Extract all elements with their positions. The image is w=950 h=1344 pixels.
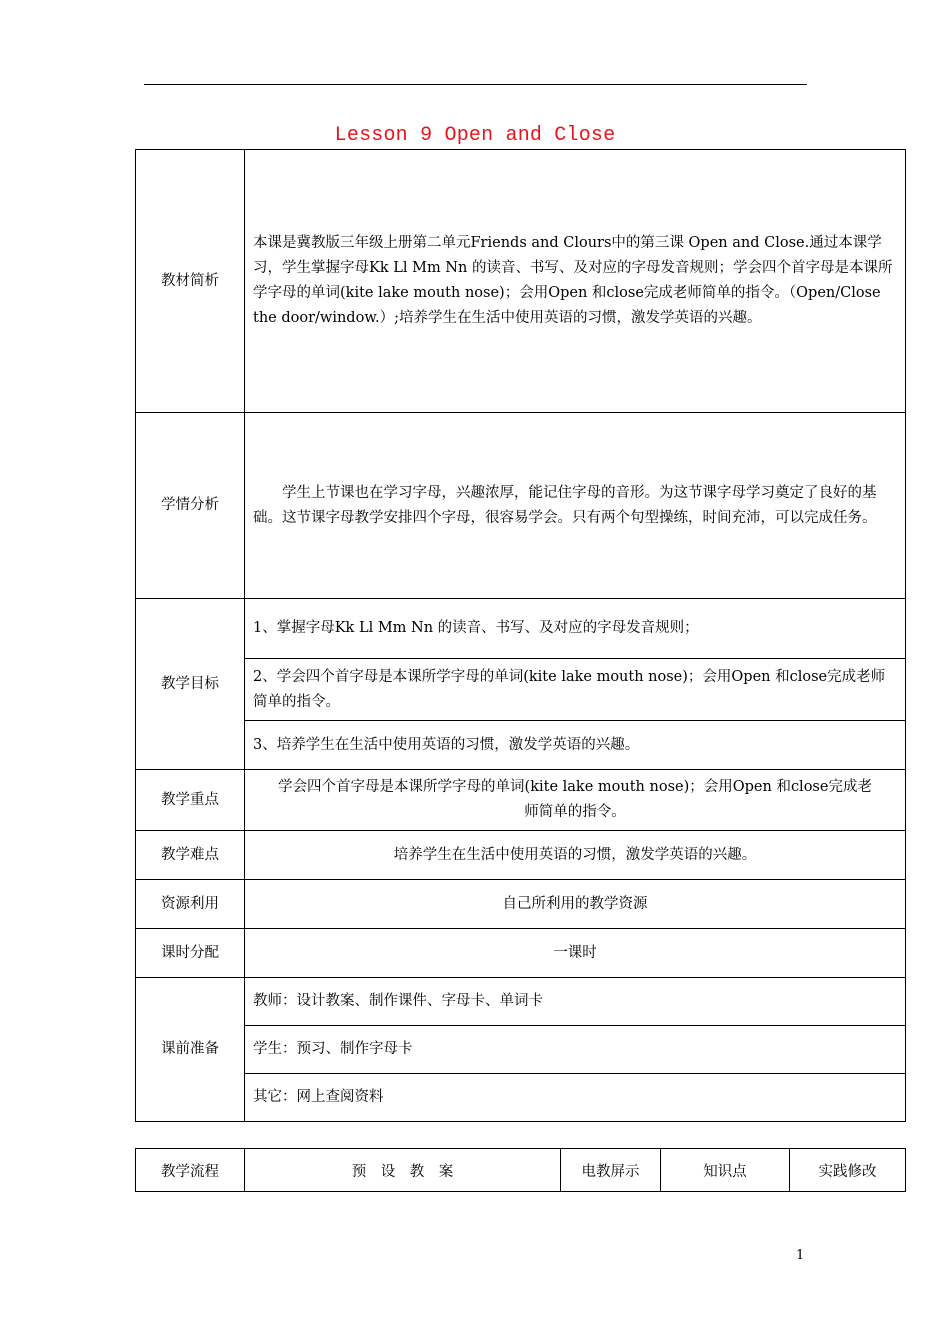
cell-label-mubiao: 教学目标 <box>136 599 245 770</box>
mubiao-item-3: 3、培养学生在生活中使用英语的习惯，激发学英语的兴趣。 <box>245 721 906 770</box>
lesson-plan-table <box>135 149 906 1122</box>
cell-label-keshi: 课时分配 <box>136 929 245 978</box>
cell-label-ziyuan: 资源利用 <box>136 880 245 929</box>
page-number: 1 <box>796 1248 805 1263</box>
cell-label-zhongdian: 教学重点 <box>136 770 245 831</box>
zhunbei-item-3: 其它：网上查阅资料 <box>245 1074 906 1122</box>
xueqing-text: 学生上节课也在学习字母，兴趣浓厚，能记住字母的音形。为这节课字母学习奠定了良好的基础。这节课字母教学安排四个字母，很容易学会。只有两个句型操练，时间充沛，可以完成任务。 <box>253 484 877 526</box>
flow-header-process: 教学流程 <box>136 1149 245 1192</box>
flow-header-plan: 预 设 教 案 <box>245 1149 561 1192</box>
cell-text-xueqing <box>245 413 906 599</box>
nandian-text: 培养学生在生活中使用英语的习惯，激发学英语的兴趣。 <box>245 831 906 880</box>
cell-label-jiaocai: 教材简析 <box>136 150 245 413</box>
cell-text-jiaocai <box>245 150 906 413</box>
page-title: Lesson 9 Open and Close <box>334 124 616 147</box>
cell-label-xueqing: 学情分析 <box>136 413 245 599</box>
cell-label-zhunbei: 课前准备 <box>136 978 245 1122</box>
ziyuan-text: 自己所利用的教学资源 <box>245 880 906 929</box>
mubiao-item-2: 2、学会四个首字母是本课所学字母的单词(kite lake mouth nose)；会用Open 和close完成老师简单的指令。 <box>245 659 906 721</box>
flow-header-knowledge: 知识点 <box>661 1149 790 1192</box>
header-rule <box>144 84 807 85</box>
teaching-flow-table <box>135 1148 906 1192</box>
flow-header-display: 电教屏示 <box>561 1149 661 1192</box>
mubiao-item-1: 1、掌握字母Kk Ll Mm Nn 的读音、书写、及对应的字母发音规则； <box>245 599 906 659</box>
flow-header-revision: 实践修改 <box>790 1149 906 1192</box>
zhongdian-text: 学会四个首字母是本课所学字母的单词(kite lake mouth nose)；会用Open 和close完成老师简单的指令。 <box>245 770 906 831</box>
cell-label-nandian: 教学难点 <box>136 831 245 880</box>
keshi-text: 一课时 <box>245 929 906 978</box>
jiaocai-text: 本课是冀教版三年级上册第二单元Friends and Clours中的第三课 Open and Close.通过本课学习，学生掌握字母Kk Ll Mm Nn 的读音、书写、及对应的字母发音规则；学会四个首字母是本课所学字母的单词(kite lake mouth nose)；会用Open 和close完成老师简单的指令。（Open/Close the door/window.）;培养学生在生活中使用英语的习惯，激发学英语的兴趣。 <box>253 235 893 326</box>
zhunbei-item-2: 学生：预习、制作字母卡 <box>245 1026 906 1074</box>
zhunbei-item-1: 教师：设计教案、制作课件、字母卡、单词卡 <box>245 978 906 1026</box>
